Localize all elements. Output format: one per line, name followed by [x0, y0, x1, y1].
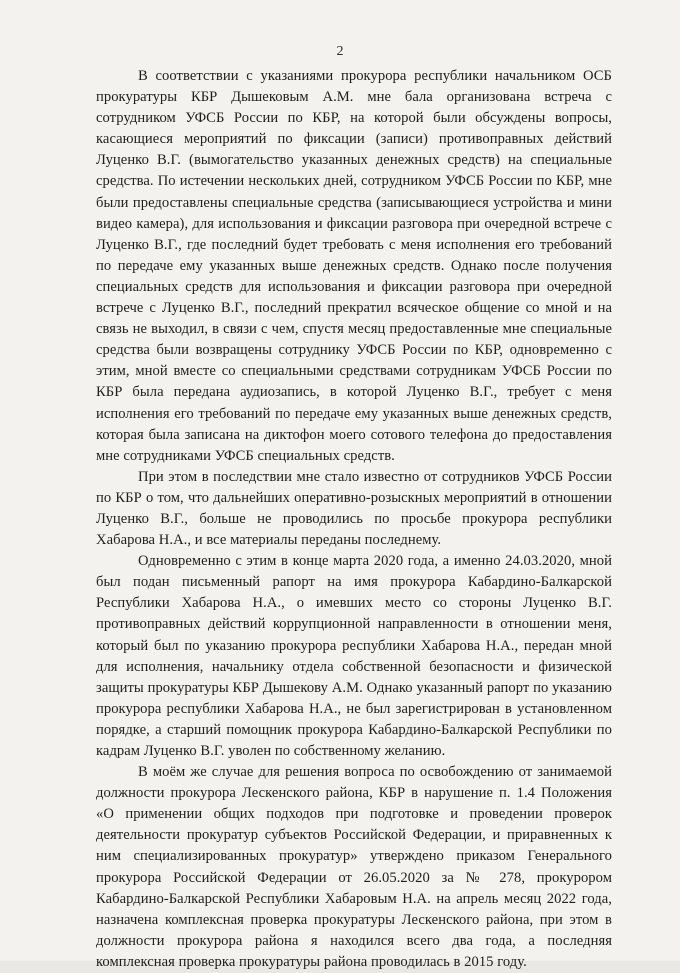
document-body	[96, 66, 612, 973]
page-number: 2	[336, 44, 344, 59]
paragraph-3: Одновременно с этим в конце марта 2020 года, а именно 24.03.2020, мной был подан письменный рапорт на имя прокурора Кабардино-Балкарской Республики Хабарова Н.А., о имевших место со стороны Луценко В.Г. противоправных действий коррупционной направленности в отношении меня, который был по указанию прокурора республики Хабарова Н.А., передан мной для исполнения, начальнику отдела собственной безопасности и физической защиты прокуратуры КБР Дышекову А.М. Однако указанный рапорт по указанию прокурора республики Хабарова Н.А., не был зарегистрирован в установленном порядке, а старший помощник прокурора Кабардино-Балкарской Республики по кадрам Луценко В.Г. уволен по собственному желанию.	[96, 553, 612, 759]
paragraph-1: В соответствии с указаниями прокурора республики начальником ОСБ прокуратуры КБР Дышековым А.М. мне бала организована встреча с сотрудником УФСБ России по КБР, на которой были обсуждены вопросы, касающиеся мероприятий по фиксации (записи) противоправных действий Луценко В.Г. (вымогательство указанных денежных средств) на специальные средства. По истечении нескольких дней, сотрудником УФСБ России по КБР, мне были предоставлены специальные средства (записывающиеся устройства и мини видео камера), для использования и фиксации разговора при очередной встрече с Луценко В.Г., где последний будет требовать с меня исполнения его требований по передаче ему указанных выше денежных средств. Однако после получения специальных средств для использования и фиксации разговора при очередной встрече с Луценко В.Г., последний прекратил всяческое общение со мной и на связь не выходил, в связи с чем, спустя месяц предоставленные мне специальные средства были возвращены сотруднику УФСБ России по КБР, одновременно с этим, мной вместе со специальными средствами сотрудникам УФСБ России по КБР была передана аудиозапись, в которой Луценко В.Г., требует с меня исполнения его требований по передаче ему указанных выше денежных средств, которая была записана на диктофон моего сотового телефона до предоставления мне сотрудниками УФСБ специальных средств.	[96, 68, 612, 464]
paragraph-4: В моём же случае для решения вопроса по освобождению от занимаемой должности прокурора Лескенского района, КБР в нарушение п. 1.4 Положения «О применении общих подходов при подготовке и проведении проверок деятельности прокуратур субъектов Российской Федерации, и приравненных к ним специализированных прокуратур» утверждено приказом Генерального прокурора Российской Федерации от 26.05.2020 за № 278, прокурором Кабардино-Балкарской Республики Хабаровым Н.А. на апрель месяц 2022 года, назначена комплексная проверка прокуратуры Лескенского района, при этом в должности прокурора района я находился всего два года, а последняя комплексная проверка прокуратуры района проводилась в 2015 году.	[96, 764, 612, 970]
paragraph-2: При этом в последствии мне стало известно от сотрудников УФСБ России по КБР о том, что дальнейших оперативно-розыскных мероприятий в отношении Луценко В.Г., больше не проводились по просьбе прокурора республики Хабарова Н.А., и все материалы переданы последнему.	[96, 468, 612, 549]
